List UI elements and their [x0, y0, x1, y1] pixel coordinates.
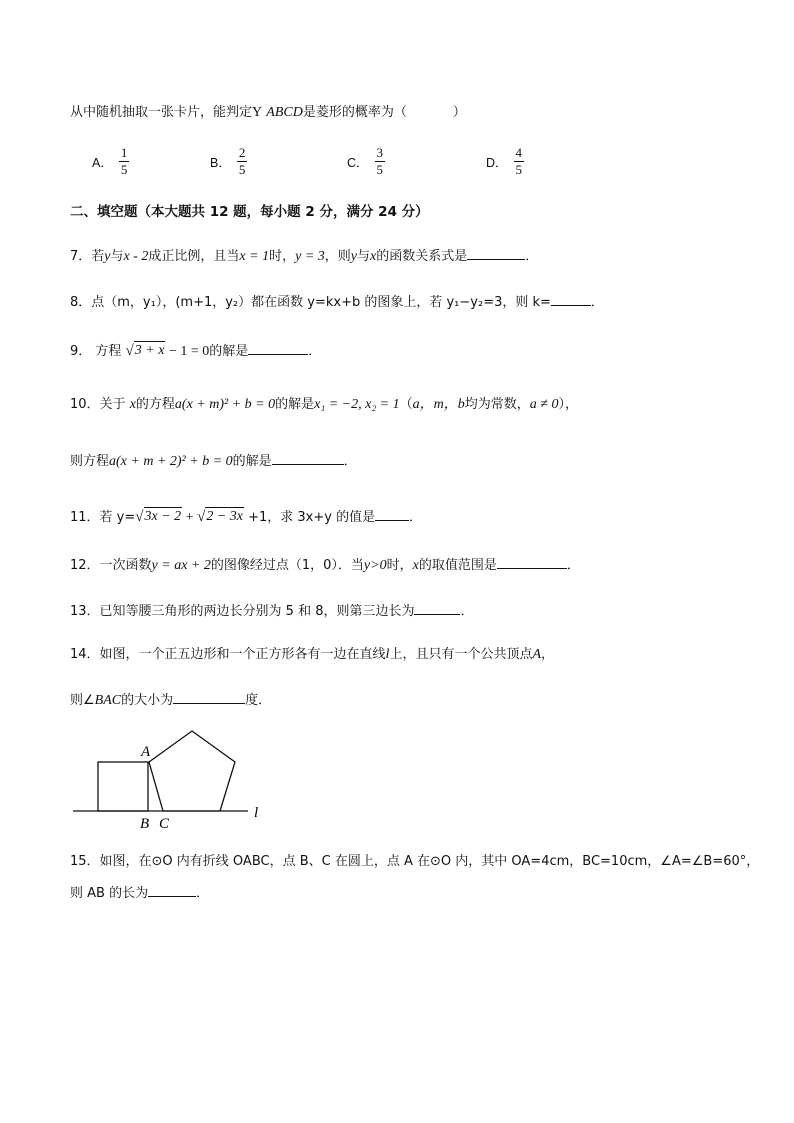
- q11-text: +1，求 3x+y 的值是: [243, 510, 376, 525]
- q10-text: 的方程: [135, 397, 175, 412]
- q7-expr: y = 3: [295, 249, 325, 264]
- q12-end: ．: [566, 558, 580, 573]
- q8-end: ．: [590, 295, 604, 310]
- q10b-text: 的解是: [232, 454, 272, 469]
- q10-text: ），: [558, 397, 578, 412]
- q9-text: 的解是: [209, 344, 249, 359]
- q14-text: 上，且只有一个公共顶点: [389, 647, 533, 662]
- q6-text: 从中随机抽取一张卡片，能判定: [70, 105, 253, 120]
- q7-text: ，则: [324, 249, 351, 264]
- q15b-end: ．: [196, 886, 210, 901]
- q7-text: 成正比例，且当: [148, 249, 240, 264]
- q10-constants: a，m，b: [412, 397, 465, 412]
- q7-text: 时，: [269, 249, 296, 264]
- question-15: [70, 853, 759, 871]
- q7-text: 的函数关系式是: [376, 249, 468, 264]
- parallelogram-symbol: Y: [252, 105, 263, 120]
- q7-var-x: x: [370, 249, 377, 264]
- q11-text: 11．若 y=: [70, 510, 136, 525]
- q12-text: 12．一次函数: [70, 558, 152, 573]
- q10b-end: ．: [343, 454, 357, 469]
- radicand: 2 − 3x: [206, 509, 243, 524]
- q12-condition: y>0: [363, 558, 387, 573]
- q7-text: 7．若: [70, 249, 105, 264]
- q14-point-a: A: [532, 647, 542, 662]
- option-label: C．: [347, 155, 369, 170]
- option-label: A．: [92, 155, 113, 170]
- q7-var-y: y: [350, 249, 358, 264]
- pentagon: [149, 731, 235, 811]
- q10-text: （: [399, 397, 413, 412]
- numerator: 1: [120, 145, 128, 160]
- numerator: 4: [515, 145, 523, 160]
- q15b-text: 则 AB 的长为: [70, 886, 149, 901]
- q14-text: 14．如图，一个正五边形和一个正方形各有一边在直线: [70, 647, 386, 662]
- q14b-angle: BAC: [94, 693, 122, 708]
- radicand: 3x − 2: [144, 509, 182, 524]
- q10-var-x: x: [129, 397, 136, 412]
- q12-text: 的图像经过点（1，0）．当: [210, 558, 364, 573]
- q10-text: 10．关于: [70, 397, 126, 412]
- q13-text: 13．已知等腰三角形的两边长分别为 5 和 8，则第三边长为: [70, 604, 415, 619]
- q14b-text: 的大小为: [121, 693, 174, 708]
- q9-end: ．: [308, 344, 322, 359]
- numerator: 2: [238, 145, 246, 160]
- q10b-equation: a(x + m + 2)² + b = 0: [109, 454, 233, 469]
- numerator: 3: [376, 145, 384, 160]
- q14b-text: 则∠: [70, 693, 95, 708]
- denominator: 5: [238, 162, 246, 177]
- square: [98, 762, 148, 811]
- q7-expr: x - 2: [123, 249, 149, 264]
- q10-text: 均为常数，: [464, 397, 530, 412]
- q9-expr: − 1 = 0: [165, 344, 210, 359]
- q7-end: ．: [525, 249, 539, 264]
- q12-equation: y = ax + 2: [151, 558, 211, 573]
- denominator: 5: [120, 162, 128, 177]
- radicand: 3 + x: [134, 343, 165, 358]
- section-title: 二、填空题（本大题共 12 题，每小题 2 分，满分 24 分）: [70, 204, 429, 220]
- q7-expr: x = 1: [239, 249, 270, 264]
- radical-sign-icon: √: [125, 343, 134, 359]
- q14-line-l: l: [385, 647, 390, 662]
- q8-text: 8．点（m，y₁），(m+1，y₂）都在函数 y=kx+b 的图象上，若 y₁−y₂=3，则 k=: [70, 295, 551, 310]
- q10-solution: x₁ = −2, x₂ = 1: [314, 397, 400, 412]
- q9-text: 9． 方程: [70, 344, 122, 359]
- radical-sign-icon: √: [197, 509, 206, 525]
- q6-text-3: ）: [452, 105, 466, 120]
- q10-equation: a(x + m)² + b = 0: [174, 397, 276, 412]
- option-label: D．: [486, 155, 508, 170]
- answer-blank[interactable]: [148, 884, 196, 897]
- q15-text: 15．如图，在⊙O 内有折线 OABC，点 B、C 在圆上，点 A 在⊙O 内，其中 OA=4cm，BC=10cm，∠A=∠B=60°，: [70, 854, 760, 869]
- option-label: B．: [210, 155, 231, 170]
- q10-text: 的解是: [275, 397, 315, 412]
- q11-end: ．: [409, 510, 423, 525]
- q7-var-y: y: [104, 249, 111, 264]
- q13-end: ．: [460, 604, 474, 619]
- q12-text: 时，: [386, 558, 413, 573]
- q7-text: 与: [110, 249, 124, 264]
- point-c-label: C: [159, 816, 170, 832]
- q14-text: ，: [541, 647, 555, 662]
- denominator: 5: [515, 162, 523, 177]
- q12-var-x: x: [412, 558, 419, 573]
- q7-text: 与: [357, 249, 371, 264]
- point-b-label: B: [140, 816, 150, 832]
- q12-text: 的取值范围是: [418, 558, 497, 573]
- q6-text-2: 是菱形的概率为（: [302, 105, 407, 120]
- q10b-text: 则方程: [70, 454, 110, 469]
- line-l-label: l: [254, 805, 259, 821]
- q10-condition: a ≠ 0: [529, 397, 559, 412]
- plus-sign: +: [182, 510, 198, 525]
- question-15-continued: [70, 884, 209, 903]
- radical-sign-icon: √: [135, 509, 144, 525]
- q6-shape-name: ABCD: [266, 105, 303, 120]
- denominator: 5: [376, 162, 384, 177]
- point-a-label: A: [141, 744, 151, 760]
- q14b-text: 度．: [245, 693, 272, 708]
